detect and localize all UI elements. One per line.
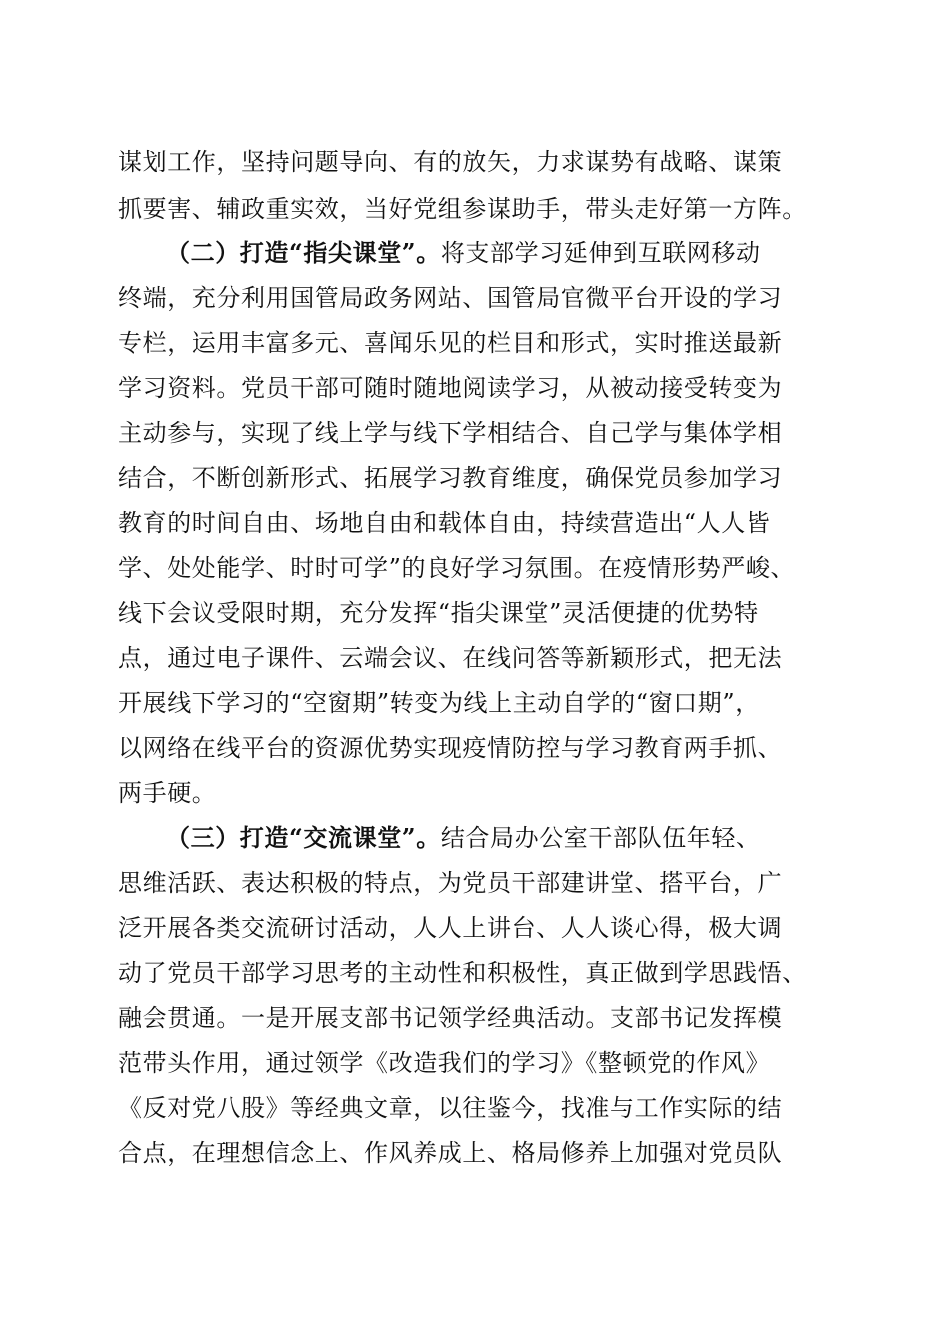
paragraph-2-line-7: 教育的时间自由、场地自由和载体自由，持续营造出“人人皆	[118, 509, 771, 537]
paragraph-2-line-10: 点，通过电子课件、云端会议、在线问答等新颖形式，把无法	[118, 644, 783, 672]
paragraph-2-line-1	[166, 233, 838, 273]
paragraph-3-line-5: 融会贯通。一是开展支部书记领学经典活动。支部书记发挥模	[118, 1004, 783, 1032]
paragraph-3-line-7: 《反对党八股》等经典文章，以往鉴今，找准与工作实际的结	[118, 1094, 783, 1122]
paragraph-2-line-1-text: 将支部学习延伸到互联网移动	[440, 239, 761, 267]
paragraph-2-line-2: 终端，充分利用国管局政务网站、国管局官微平台开设的学习	[118, 284, 783, 312]
paragraph-3-line-1	[166, 818, 838, 858]
section-heading-exchange-classroom: （三）打造“交流课堂”。	[166, 823, 441, 852]
paragraph-3-line-6: 范带头作用，通过领学《改造我们的学习》《整顿党的作风》	[118, 1049, 771, 1077]
section-heading-fingertip-classroom: （二）打造“指尖课堂”。	[166, 238, 441, 267]
paragraph-3-line-2: 思维活跃、表达积极的特点，为党员干部建讲堂、搭平台，广	[118, 869, 783, 897]
paragraph-3-line-4: 动了党员干部学习思考的主动性和积极性，真正做到学思践悟、	[118, 959, 807, 987]
paragraph-3-line-8: 合点，在理想信念上、作风养成上、格局修养上加强对党员队	[118, 1139, 783, 1167]
paragraph-2-line-4: 学习资料。党员干部可随时随地阅读学习，从被动接受转变为	[118, 374, 783, 402]
paragraph-1-line-2: 抓要害、辅政重实效，当好党组参谋助手，带头走好第一方阵。	[118, 195, 807, 223]
paragraph-2-line-12: 以网络在线平台的资源优势实现疫情防控与学习教育两手抓、	[118, 734, 783, 762]
paragraph-2-line-11: 开展线下学习的“空窗期”转变为线上主动自学的“窗口期”，	[118, 689, 760, 717]
paragraph-3-line-3: 泛开展各类交流研讨活动，人人上讲台、人人谈心得，极大调	[118, 914, 783, 942]
paragraph-2-line-9: 线下会议受限时期，充分发挥“指尖课堂”灵活便捷的优势特	[118, 599, 759, 627]
paragraph-2-line-3: 专栏，运用丰富多元、喜闻乐见的栏目和形式，实时推送最新	[118, 329, 783, 357]
paragraph-3-line-1-text: 结合局办公室干部队伍年轻、	[440, 824, 761, 852]
paragraph-2-line-6: 结合，不断创新形式、拓展学习教育维度，确保党员参加学习	[118, 464, 783, 492]
paragraph-1-line-1: 谋划工作，坚持问题导向、有的放矢，力求谋势有战略、谋策	[118, 148, 783, 176]
paragraph-2-line-5: 主动参与，实现了线上学与线下学相结合、自己学与集体学相	[118, 419, 783, 447]
paragraph-2-line-13: 两手硬。	[118, 779, 217, 807]
paragraph-2-line-8: 学、处处能学、时时可学”的良好学习氛围。在疫情形势严峻、	[118, 554, 796, 582]
